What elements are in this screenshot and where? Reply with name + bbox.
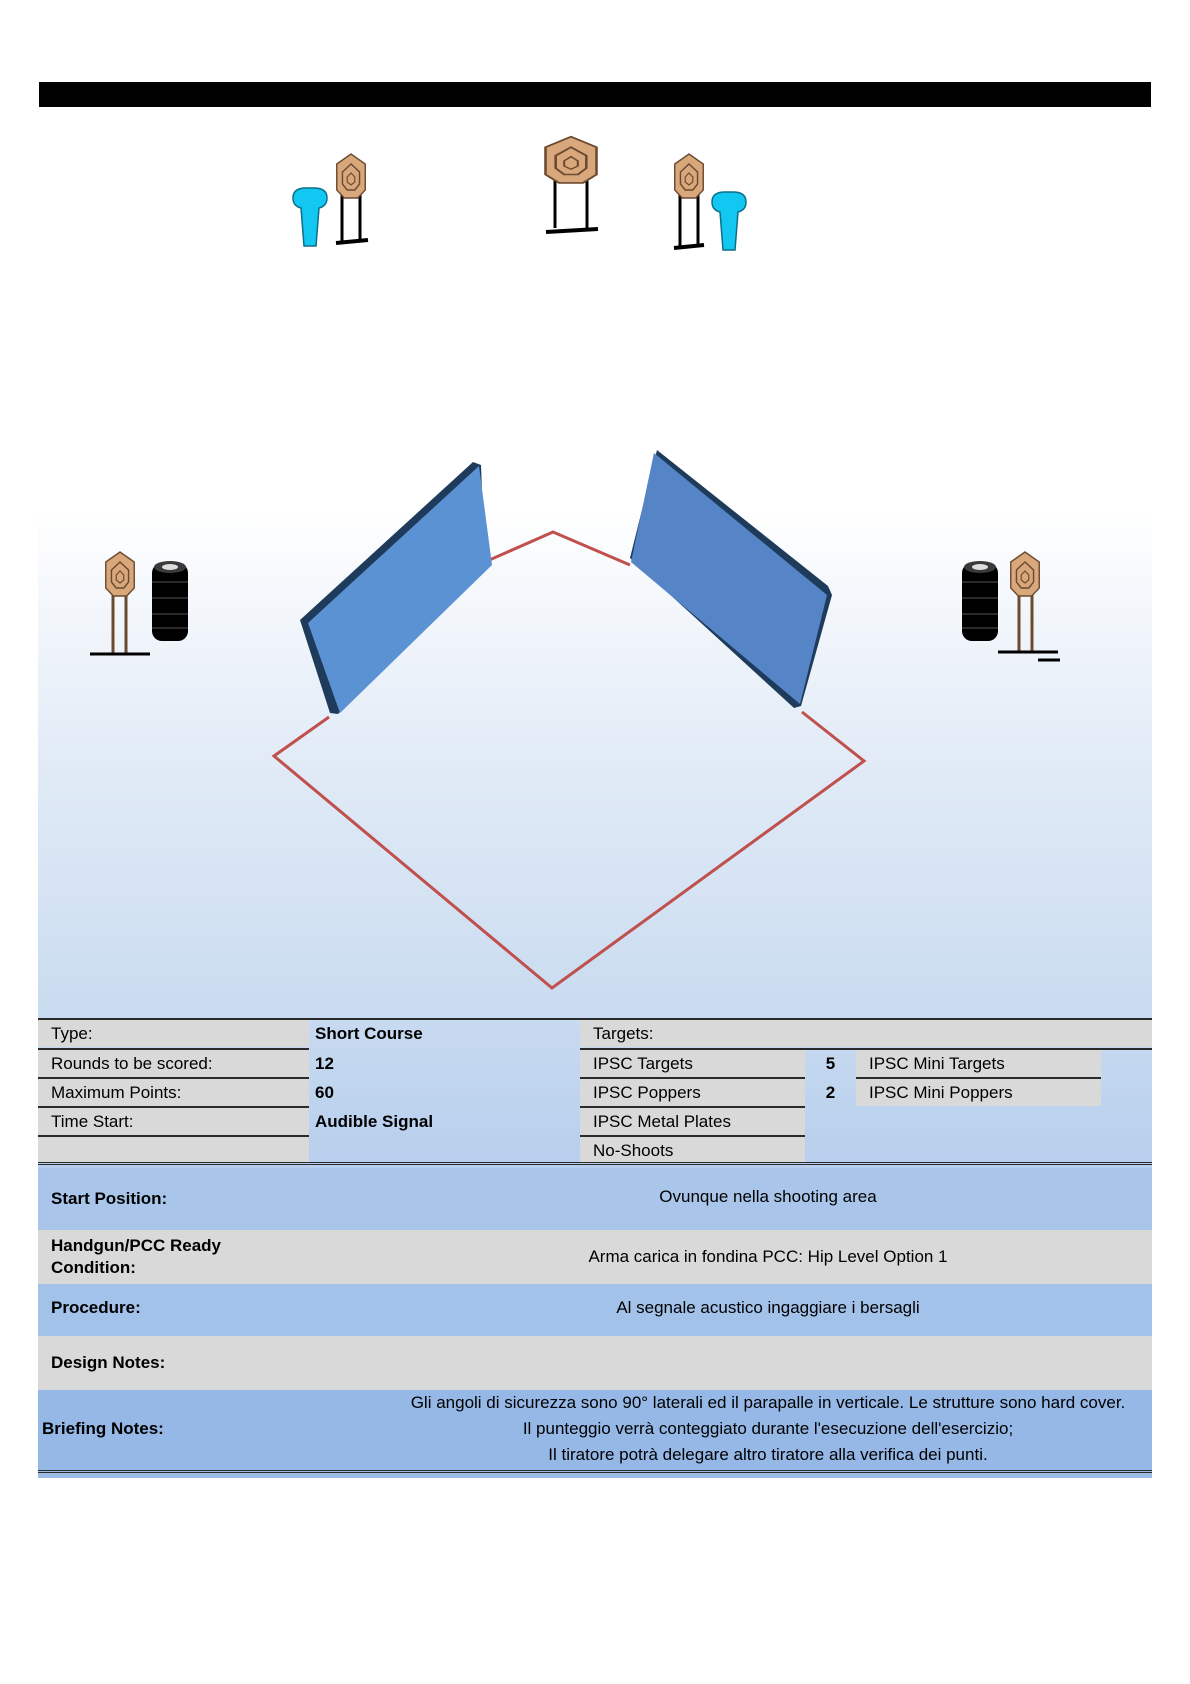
start-position-label: Start Position: <box>51 1189 168 1208</box>
title-bar <box>39 82 1151 107</box>
points-label: Maximum Points: <box>38 1079 309 1106</box>
target-top-center <box>546 137 599 232</box>
ready-condition-label-1: Handgun/PCC Ready <box>51 1236 222 1255</box>
briefing-notes-row <box>38 1390 1152 1470</box>
ipsc-targets-label: IPSC Targets <box>580 1050 805 1077</box>
target-top-right <box>674 154 704 248</box>
type-label: Type: <box>38 1020 309 1047</box>
start-position-row <box>38 1168 1152 1230</box>
ipsc-poppers-count: 2 <box>825 1083 836 1102</box>
ready-condition-row <box>38 1230 1152 1284</box>
ipsc-mini-targets-label: IPSC Mini Targets <box>856 1050 1101 1077</box>
type-value: Short Course <box>315 1024 423 1043</box>
design-notes-row <box>38 1336 1152 1390</box>
popper-left <box>293 188 327 246</box>
target-right <box>998 552 1060 660</box>
no-shoots-label: No-Shoots <box>580 1137 805 1162</box>
metal-plates-label: IPSC Metal Plates <box>580 1108 805 1135</box>
briefing-line-1: Gli angoli di sicurezza sono 90° laterali ed il parapalle in verticale. Le strutture sono hard cover. <box>410 1393 1126 1412</box>
rounds-label: Rounds to be scored: <box>38 1050 309 1077</box>
divider <box>38 1162 1152 1165</box>
rounds-value: 12 <box>315 1054 334 1073</box>
procedure-value: Al segnale acustico ingaggiare i bersagli <box>616 1298 920 1317</box>
points-value: 60 <box>315 1083 334 1102</box>
ipsc-mini-poppers-label: IPSC Mini Poppers <box>856 1079 1101 1106</box>
stage-info-table <box>38 1018 1152 1478</box>
ready-condition-label-2: Condition: <box>51 1258 136 1277</box>
procedure-label: Procedure: <box>51 1298 141 1317</box>
tires-left <box>152 561 188 641</box>
targets-header: Targets: <box>580 1020 1152 1047</box>
briefing-line-2: Il punteggio verrà conteggiato durante l'esecuzione dell'esercizio; <box>522 1419 1014 1438</box>
briefing-notes-label: Briefing Notes: <box>42 1419 164 1438</box>
start-position-value: Ovunque nella shooting area <box>659 1187 877 1206</box>
design-notes-label: Design Notes: <box>51 1353 166 1372</box>
ipsc-targets-count: 5 <box>825 1054 836 1073</box>
wall-right <box>630 450 832 708</box>
shooting-area-fault-line <box>478 532 630 565</box>
ipsc-poppers-label: IPSC Poppers <box>580 1079 805 1106</box>
divider <box>38 1470 1152 1473</box>
target-top-left <box>336 154 368 243</box>
ready-condition-value: Arma carica in fondina PCC: Hip Level Option 1 <box>588 1247 948 1266</box>
shooting-area-boundary <box>274 712 864 988</box>
procedure-row <box>38 1284 1152 1336</box>
tires-right <box>962 561 998 641</box>
stage-diagram <box>38 108 1152 1018</box>
target-left <box>90 552 150 654</box>
empty-cell <box>38 1137 309 1162</box>
briefing-line-3: Il tiratore potrà delegare altro tiratore alla verifica dei punti. <box>548 1445 988 1464</box>
popper-right <box>712 192 746 250</box>
time-start-value: Audible Signal <box>315 1112 434 1131</box>
time-start-label: Time Start: <box>38 1108 309 1135</box>
wall-left <box>300 462 492 714</box>
